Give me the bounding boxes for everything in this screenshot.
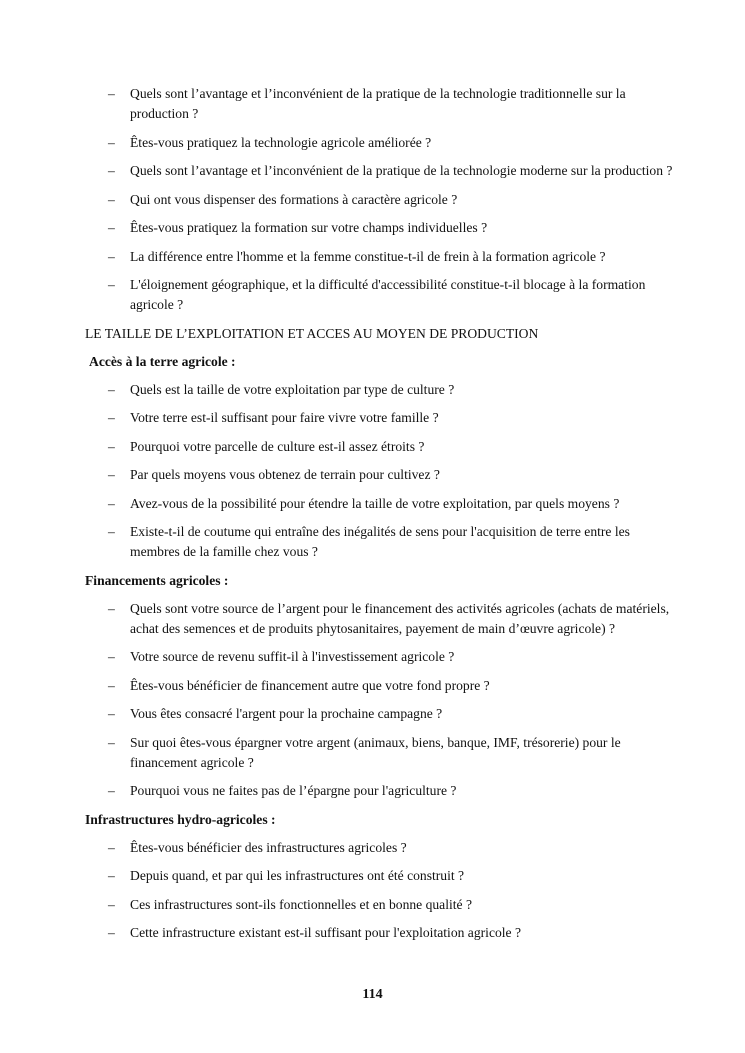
question-text: Votre source de revenu suffit-il à l'investissement agricole ? xyxy=(130,649,455,664)
dash-bullet-icon: – xyxy=(108,86,115,101)
dash-bullet-icon: – xyxy=(108,706,115,721)
question-list xyxy=(85,380,675,563)
dash-bullet-icon: – xyxy=(108,467,115,482)
dash-bullet-icon: – xyxy=(108,495,115,511)
question-text: Êtes-vous bénéficier des infrastructures agricoles ? xyxy=(130,839,407,855)
question-item xyxy=(85,866,675,886)
section-heading: LE TAILLE DE L’EXPLOITATION ET ACCES AU MOYEN DE PRODUCTION xyxy=(85,325,539,341)
question-item xyxy=(85,133,675,153)
question-text: Sur quoi êtes-vous épargner votre argent (animaux, biens, banque, IMF, trésorerie) pour le financement agricole ? xyxy=(130,734,621,770)
dash-bullet-icon: – xyxy=(108,524,115,539)
question-text: Avez-vous de la possibilité pour étendre la taille de votre exploitation, par quels moyens ? xyxy=(130,495,620,511)
question-text: Vous êtes consacré l'argent pour la prochaine campagne ? xyxy=(130,706,443,721)
question-item xyxy=(85,522,675,562)
page-content xyxy=(85,84,675,952)
question-text: Par quels moyens vous obtenez de terrain pour cultivez ? xyxy=(130,467,440,482)
dash-bullet-icon: – xyxy=(108,649,115,664)
dash-bullet-icon: – xyxy=(108,248,115,264)
dash-bullet-icon: – xyxy=(108,783,115,798)
question-item xyxy=(85,676,675,696)
dash-bullet-icon: – xyxy=(108,868,115,883)
question-item xyxy=(85,647,675,667)
question-text: La différence entre l'homme et la femme constitue-t-il de frein à la formation agricole ? xyxy=(130,248,606,264)
question-text: Êtes-vous bénéficier de financement autre que votre fond propre ? xyxy=(130,677,490,693)
question-item xyxy=(85,218,675,238)
dash-bullet-icon: – xyxy=(108,896,115,912)
question-item xyxy=(85,275,675,315)
question-list xyxy=(85,599,675,802)
dash-bullet-icon: – xyxy=(108,220,115,235)
dash-bullet-icon: – xyxy=(108,134,115,150)
question-item xyxy=(85,247,675,267)
question-text: Cette infrastructure existant est-il suffisant pour l'exploitation agricole ? xyxy=(130,925,522,940)
section-heading: Accès à la terre agricole : xyxy=(89,353,236,369)
page-number: 114 xyxy=(362,987,383,1002)
dash-bullet-icon: – xyxy=(108,677,115,693)
question-item xyxy=(85,380,675,400)
question-text: L'éloignement géographique, et la difficulté d'accessibilité constitue-t-il blocage à la formation agricole ? xyxy=(130,277,646,312)
question-item xyxy=(85,465,675,485)
question-item xyxy=(85,84,675,124)
dash-bullet-icon: – xyxy=(108,600,115,616)
dash-bullet-icon: – xyxy=(108,839,115,855)
dash-bullet-icon: – xyxy=(108,191,115,207)
question-item xyxy=(85,704,675,724)
section-heading: Financements agricoles : xyxy=(85,572,229,588)
question-list xyxy=(85,84,675,315)
dash-bullet-icon: – xyxy=(108,734,115,750)
question-text: Pourquoi vous ne faites pas de l’épargne pour l'agriculture ? xyxy=(130,783,457,798)
dash-bullet-icon: – xyxy=(108,277,115,292)
dash-bullet-icon: – xyxy=(108,410,115,425)
question-list xyxy=(85,838,675,944)
question-text: Votre terre est-il suffisant pour faire vivre votre famille ? xyxy=(130,410,439,425)
question-text: Quels sont votre source de l’argent pour le financement des activités agricoles (achats de matériels, achat des semences et de produits phytosanitaires, payement de main d’œuvre agricole) ? xyxy=(130,600,670,636)
question-item xyxy=(85,781,675,801)
question-text: Êtes-vous pratiquez la technologie agricole améliorée ? xyxy=(130,134,432,150)
question-item xyxy=(85,190,675,210)
dash-bullet-icon: – xyxy=(108,438,115,454)
question-item xyxy=(85,161,675,181)
question-text: Êtes-vous pratiquez la formation sur votre champs individuelles ? xyxy=(130,220,488,235)
question-item xyxy=(85,733,675,773)
question-text: Existe-t-il de coutume qui entraîne des inégalités de sens pour l'acquisition de terre entre les membres de la famille chez vous ? xyxy=(130,524,630,559)
question-text: Ces infrastructures sont-ils fonctionnelles et en bonne qualité ? xyxy=(130,896,473,912)
question-text: Qui ont vous dispenser des formations à caractère agricole ? xyxy=(130,191,458,207)
question-item xyxy=(85,599,675,639)
question-item xyxy=(85,408,675,428)
question-item xyxy=(85,895,675,915)
dash-bullet-icon: – xyxy=(108,381,115,397)
question-text: Depuis quand, et par qui les infrastructures ont été construit ? xyxy=(130,868,465,883)
question-text: Quels sont l’avantage et l’inconvénient de la pratique de la technologie traditionnelle sur la production ? xyxy=(130,86,626,121)
question-item xyxy=(85,923,675,943)
question-item xyxy=(85,494,675,514)
question-item xyxy=(85,838,675,858)
question-text: Quels sont l’avantage et l’inconvénient de la pratique de la technologie moderne sur la production ? xyxy=(130,163,673,178)
dash-bullet-icon: – xyxy=(108,163,115,178)
dash-bullet-icon: – xyxy=(108,925,115,940)
section-heading: Infrastructures hydro-agricoles : xyxy=(85,811,276,827)
question-text: Pourquoi votre parcelle de culture est-il assez étroits ? xyxy=(130,438,425,454)
question-text: Quels est la taille de votre exploitation par type de culture ? xyxy=(130,381,455,397)
question-item xyxy=(85,437,675,457)
